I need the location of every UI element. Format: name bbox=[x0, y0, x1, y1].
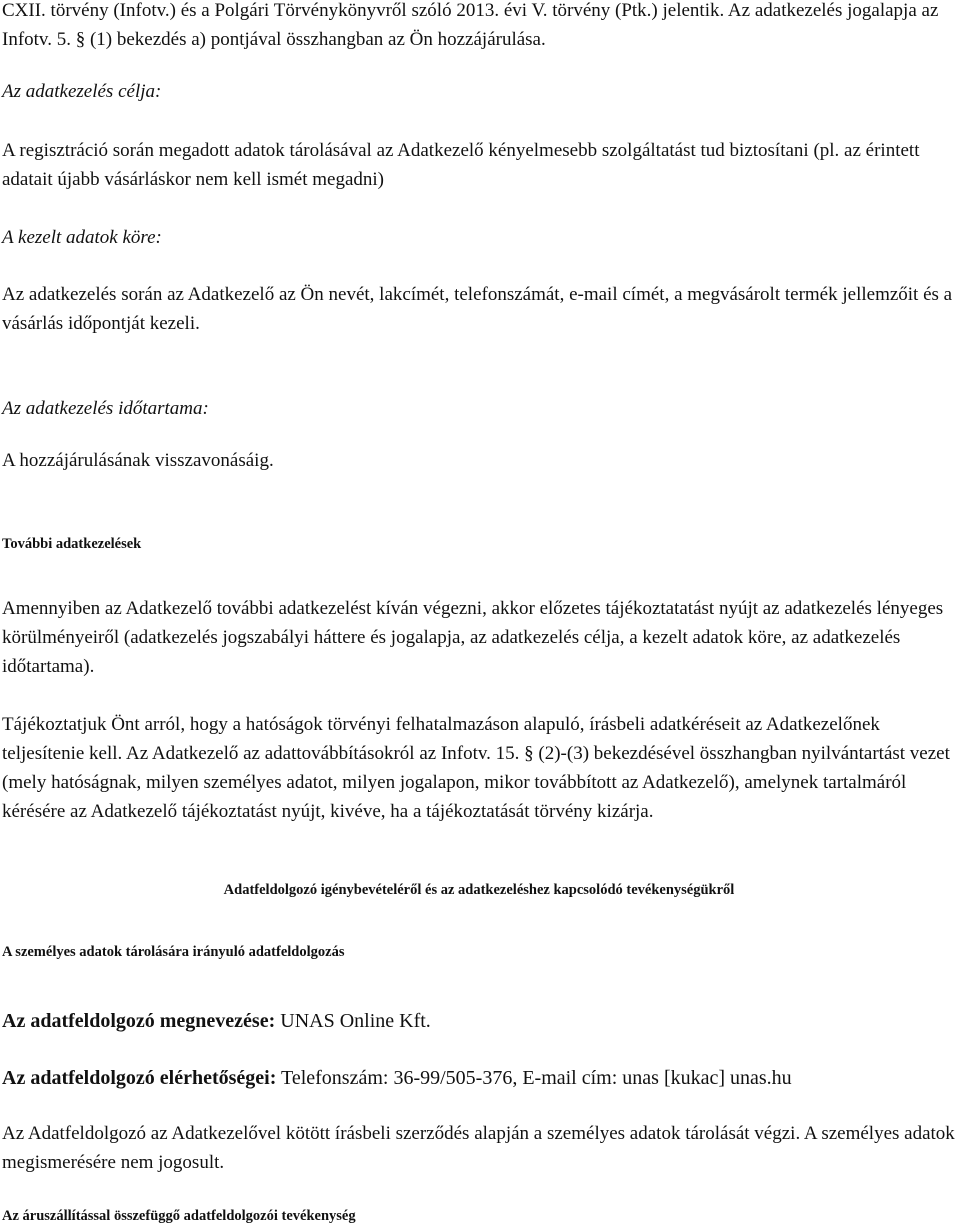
processor-contact-label: Az adatfeldolgozó elérhetőségei: bbox=[2, 1067, 277, 1089]
delivery-processing-heading: Az áruszállítással összefüggő adatfeldolgozói tevékenység bbox=[2, 1208, 356, 1224]
further-processing-paragraph: Amennyiben az Adatkezelő további adatkezelést kíván végezni, akkor előzetes tájékoztatatást nyújt az adatkezelés lényeges körülményeiről (adatkezelés jogszabályi háttere és jogalapja, az adatkezelés célja, a kezelt adatok köre, az adatkezelés időtartama). bbox=[2, 598, 944, 677]
duration-heading: Az adatkezelés időtartama: bbox=[2, 398, 209, 419]
further-processing-heading: További adatkezelések bbox=[2, 536, 142, 552]
authorities-paragraph: Tájékoztatjuk Önt arról, hogy a hatóságok törvényi felhatalmazáson alapuló, írásbeli adatkéréseit az Adatkezelőnek teljesítenie kell. Az Adatkezelő az adattovábbításokról az Infotv. 15. § (2)-(3) bekezdésével összhangban nyilvántartást vezet (mely hatóságnak, milyen személyes adatot, milyen jogalapon, mikor továbbított az Adatkezelő), amelynek tartalmáról kérésére az Adatkezelő tájékoztatást nyújt, kivéve, ha a tájékoztatását törvény kizárja. bbox=[2, 714, 950, 822]
scope-heading: A kezelt adatok köre: bbox=[2, 227, 162, 248]
purpose-paragraph: A regisztráció során megadott adatok tárolásával az Adatkezelő kényelmesebb szolgáltatást tud biztosítani (pl. az érintett adatait újabb vásárláskor nem kell ismét megadni) bbox=[2, 140, 920, 190]
processor-name-value: UNAS Online Kft. bbox=[275, 1010, 431, 1032]
processor-contact-line bbox=[2, 1063, 956, 1093]
storage-processing-heading: A személyes adatok tárolására irányuló adatfeldolgozás bbox=[2, 944, 345, 960]
processor-name-line bbox=[2, 1006, 956, 1036]
contract-paragraph: Az Adatfeldolgozó az Adatkezelővel kötött írásbeli szerződés alapján a személyes adatok tárolását végzi. A személyes adatok megismerésére nem jogosult. bbox=[2, 1123, 955, 1173]
processor-heading: Adatfeldolgozó igénybevételéről és az adatkezeléshez kapcsolódó tevékenységükről bbox=[223, 882, 735, 898]
duration-paragraph: A hozzájárulásának visszavonásáig. bbox=[2, 450, 274, 471]
purpose-heading: Az adatkezelés célja: bbox=[2, 81, 162, 102]
processor-name-label: Az adatfeldolgozó megnevezése: bbox=[2, 1010, 276, 1032]
intro-paragraph: CXII. törvény (Infotv.) és a Polgári Törvénykönyvről szóló 2013. évi V. törvény (Ptk.) jelentik. Az adatkezelés jogalapja az Infotv. 5. § (1) bekezdés a) pontjával összhangban az Ön hozzájárulása. bbox=[2, 0, 939, 50]
scope-paragraph: Az adatkezelés során az Adatkezelő az Ön nevét, lakcímét, telefonszámát, e-mail címét, a megvásárolt termék jellemzőit és a vásárlás időpontját kezeli. bbox=[2, 284, 953, 334]
processor-contact-value: Telefonszám: 36-99/505-376, E-mail cím: unas [kukac] unas.hu bbox=[276, 1067, 792, 1089]
